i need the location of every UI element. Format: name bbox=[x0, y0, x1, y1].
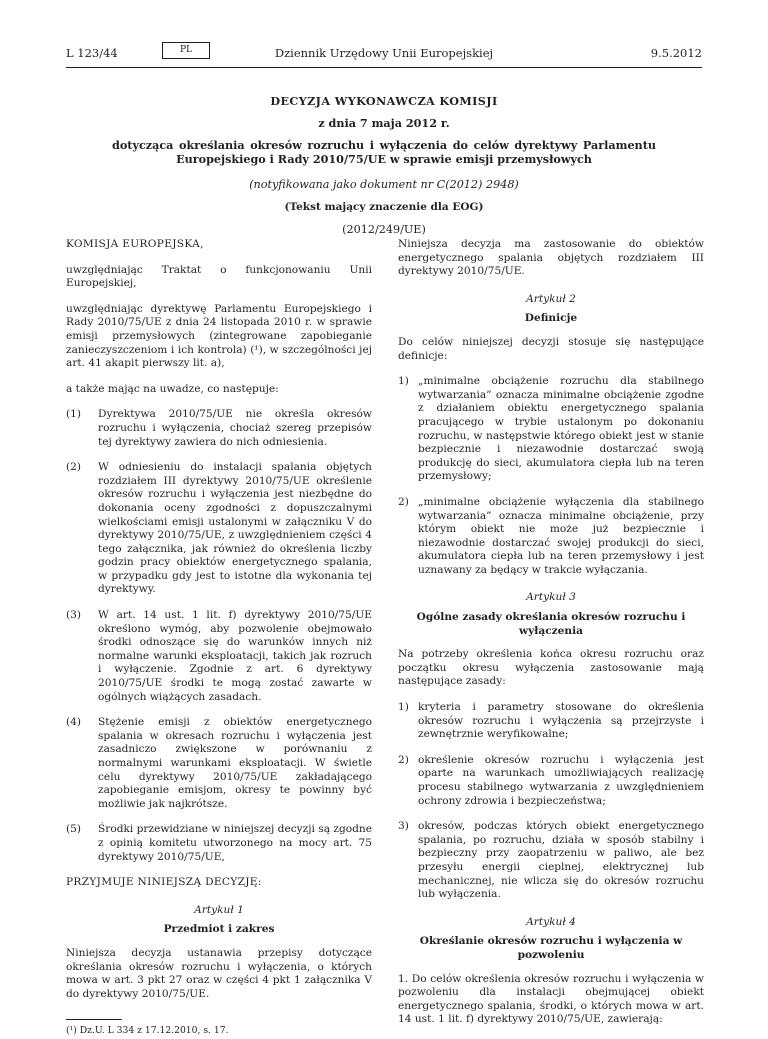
whereas-intro: a także mając na uwadze, co następuje: bbox=[66, 382, 279, 395]
article-1-title: Przedmiot i zakres bbox=[163, 923, 275, 936]
adopts-statement: PRZYJMUJE NINIEJSZĄ DECYZJĘ: bbox=[66, 876, 262, 889]
notification-note: (notyfikowana jako dokument nr C(2012) 2948) bbox=[249, 178, 519, 191]
eea-relevance: (Tekst mający znaczenie dla EOG) bbox=[284, 201, 484, 213]
footnote: (¹) Dz.U. L 334 z 17.12.2010, s. 17. bbox=[66, 1025, 229, 1037]
article-2-heading: Artykuł 2 bbox=[526, 292, 576, 305]
article-1-heading: Artykuł 1 bbox=[194, 903, 244, 916]
article-2-title: Definicje bbox=[524, 312, 578, 325]
decision-number: (2012/249/UE) bbox=[342, 223, 426, 236]
article-3-intro: Na potrzeby określenia końca okresu rozruchu oraz początku okresu wyłączenia zastosowanie mają następujące zasady: bbox=[398, 648, 704, 688]
page-header bbox=[66, 46, 702, 66]
definition-item: 2) „minimalne obciążenie wyłączenia dla stabilnego wytwarzania” oznacza minimalne obciążenie, przy którym obiekt nie może już bezpiecznie i niezawodnie dostarczać swojej produkcji do sieci, akumulatora ciepła lub na teren przemysłowy i jest uznawany za będący w trakcie wyłączania. bbox=[398, 495, 704, 576]
decision-title: DECYZJA WYKONAWCZA KOMISJI bbox=[270, 94, 498, 108]
left-column bbox=[66, 238, 372, 1038]
citation-treaty: uwzględniając Traktat o funkcjonowaniu Unii Europejskiej, bbox=[66, 263, 372, 290]
citation-directive: uwzględniając dyrektywę Parlamentu Europejskiego i Rady 2010/75/UE z dnia 24 listopada 2010 r. w sprawie emisji przemysłowych (zintegrowane zapobieganie zanieczyszczeniom i ich kontrola) (¹), w szczególności jej art. 41 akapit pierwszy lit. a), bbox=[66, 302, 372, 370]
institution-name: KOMISJA EUROPEJSKA, bbox=[66, 238, 204, 250]
principle-item: 3) okresów, podczas których obiekt energetycznego spalania, po rozruchu, działa w sposób stabilny i bezpieczny przy zaopatrzeniu w paliwo, ale bez przesyłu energii cieplnej, elektrycznej lub mechanicznej, nie wlicza się do okresów rozruchu lub wyłączenia. bbox=[398, 820, 704, 901]
language-badge: PL bbox=[162, 42, 210, 59]
principle-item: 2) określenie okresów rozruchu i wyłączenia jest oparte na warunkach umożliwiających realizację procesu stabilnego wytwarzania z uwzględnieniem ochrony zdrowia i bezpieczeństwa; bbox=[398, 753, 704, 807]
recital: (2) W odniesieniu do instalacji spalania objętych rozdziałem III dyrektywy 2010/75/UE określenie okresów rozruchu i wyłączenia jest niezbędne do dokonania oceny zgodności z dopuszczalnymi wielkościami emisji ustalonymi w załączniku V do dyrektywy 2010/75/UE, z uwzględnieniem części 4 tego załącznika, jak również do określenia liczby godzin pracy obiektów energetycznego spalania, w przypadku gdy jest to istotne dla wykonania tej dyrektywy. bbox=[66, 461, 372, 596]
recital: (4) Stężenie emisji z obiektów energetycznego spalania w okresach rozruchu i wyłączenia jest zasadniczo zwiększone w porównaniu z normalnymi warunkami eksploatacji. W świetle celu dyrektywy 2010/75/UE zakładającego zapobieganie emisjom, okresy te powinny być możliwie jak najkrótsze. bbox=[66, 716, 372, 810]
footnote-rule bbox=[66, 1019, 122, 1020]
principle-item: 1) kryteria i parametry stosowane do określenia okresów rozruchu i wyłączenia są przejrzyste i zewnętrznie weryfikowalne; bbox=[398, 701, 704, 741]
page-reference: L 123/44 bbox=[66, 46, 118, 60]
article-2-intro: Do celów niniejszej decyzji stosuje się następujące definicje: bbox=[398, 335, 704, 362]
article-4-text: 1. Do celów określenia okresów rozruchu i wyłączenia w pozwoleniu dla instalacji obejmującej obiekt energetycznego spalania, środki, o których mowa w art. 14 ust. 1 lit. f) dyrektywy 2010/75/UE, zawierają: bbox=[398, 972, 704, 1026]
journal-title: Dziennik Urzędowy Unii Europejskiej bbox=[274, 46, 494, 60]
right-column bbox=[398, 238, 704, 1039]
recital: (1) Dyrektywa 2010/75/UE nie określa okresów rozruchu i wyłączenia, chociaż szereg przepisów tej dyrektywy zawiera do nich odniesienia. bbox=[66, 408, 372, 448]
scope-text: Niniejsza decyzja ma zastosowanie do obiektów energetycznego spalania objętych rozdziałem III dyrektywy 2010/75/UE. bbox=[398, 238, 704, 278]
article-1-text: Niniejsza decyzja ustanawia przepisy dotyczące określania okresów rozruchu i wyłączenia, o których mowa w art. 3 pkt 27 oraz w części 4 pkt 1 załącznika V do dyrektywy 2010/75/UE. bbox=[66, 946, 372, 1000]
article-4-heading: Artykuł 4 bbox=[526, 915, 576, 928]
decision-date: z dnia 7 maja 2012 r. bbox=[318, 116, 450, 130]
article-4-title: Określanie okresów rozruchu i wyłączenia w pozwoleniu bbox=[419, 935, 683, 961]
article-3-title: Ogólne zasady określania okresów rozruchu i wyłączenia bbox=[416, 611, 686, 637]
publication-date: 9.5.2012 bbox=[650, 46, 702, 60]
decision-subject: dotycząca określania okresów rozruchu i wyłączenia do celów dyrektywy Parlamentu Europejskiego i Rady 2010/75/UE w sprawie emisji przemysłowych bbox=[112, 138, 656, 166]
title-block bbox=[66, 94, 702, 236]
article-3-heading: Artykuł 3 bbox=[526, 591, 576, 604]
definition-item: 1) „minimalne obciążenie rozruchu dla stabilnego wytwarzania” oznacza minimalne obciążenie zgodne z działaniem obiektu energetycznego spalania pracującego w trybie ustalonym po dokonaniu rozruchu, w następstwie którego obiekt jest w stanie bezpiecznie i niezawodnie dostarczać swoją produkcję do sieci, akumulatora ciepła lub na teren przemysłowy; bbox=[398, 375, 704, 483]
header-rule bbox=[66, 67, 702, 68]
recital: (3) W art. 14 ust. 1 lit. f) dyrektywy 2010/75/UE określono wymóg, aby pozwolenie obejmowało środki odnoszące się do warunków innych niż normalne warunki eksploatacji, takich jak rozruch i wyłączenie. Zgodnie z art. 6 dyrektywy 2010/75/UE środki te mogą zostać zawarte w ogólnych wiążących zasadach. bbox=[66, 609, 372, 703]
recital: (5) Środki przewidziane w niniejszej decyzji są zgodne z opinią komitetu utworzonego na mocy art. 75 dyrektywy 2010/75/UE, bbox=[66, 823, 373, 863]
